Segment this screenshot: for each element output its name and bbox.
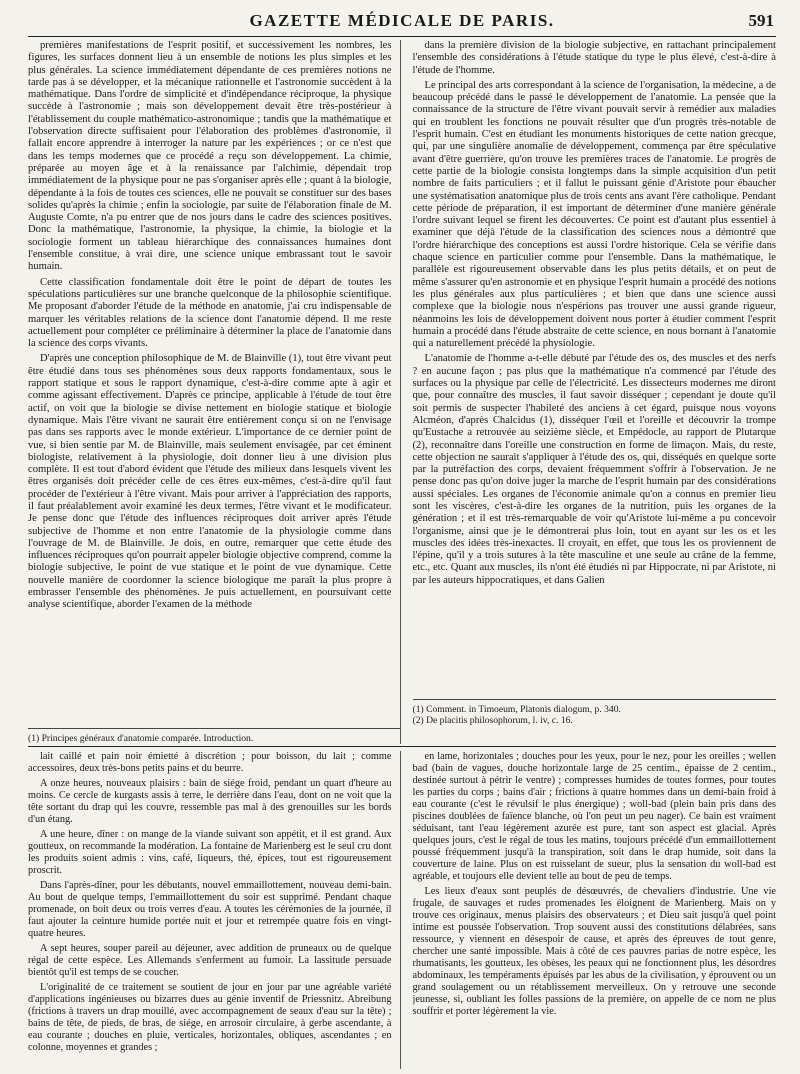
page-title: GAZETTE MÉDICALE DE PARIS. [249, 11, 555, 30]
footnote: (1) Principes généraux d'anatomie comparée. Introduction. [28, 733, 254, 744]
footnote: (2) De placitis philosophorum, l. iv, c. 16. [412, 715, 573, 726]
paragraph: L'anatomie de l'homme a-t-elle débuté par l'étude des os, des muscles et des nerfs ? en aucune façon ; pas plus que la mathématique n'a commencé par l'étude des surfaces ou la physique par celle de l'électricité. Les dissecteurs modernes me diront que, pour connaître des muscles, il faut savoir disséquer ; cependant je doute qu'il soit permis de suspecter l'habileté des anciens à cet égard, puisque nous voyons Alcméon, d'après Chalcidus (1), disséquer l'œil et l'oreille et découvrir la trompe qu'Eustache a retrouvée au seizième siècle, et Empédocle, au rapport de Plutarque (2), reconnaître dans l'oreille une construction en forme de limaçon. Mais, du reste, cette objection ne saurait s'appliquer à l'étude des os, qui, disséqués en quelque sorte par la putréfaction des corps, devaient fréquemment s'offrir à l'observation. Je ne pense donc pas qu'on doive juger la marche de l'esprit humain par des considérations aussi spéciales. Les organes de l'économie animale qu'on a connus en premier lieu sont les viscères, c'est-à-dire les organes de la nutrition, puis les organes de la génération ; et il est très-remarquable de voir qu'Aristote lui-même a pu concevoir l'organisme, ainsi que je le démontrerai plus loin, tout en ayant sur les os et les muscles des idées très-inexactes. Il croyait, en effet, que tous les os proviennent de l'épine, qu'il y a trois sutures à la tête masculine et une seule au crâne de la femme, etc., etc. Quant aux muscles, ils n'ont été étudiés ni par Hippocrate, ni par Aristote, ni par les auteurs hippocratiques, et dans Galien [412, 353, 776, 586]
paragraph: A sept heures, souper pareil au déjeuner, avec addition de pruneaux ou de quelque régal de cette espèce. Les Allemands s'enferment au fumoir. La lassitude persuade bientôt qu'il est temps de se coucher. [28, 943, 392, 978]
section-divider [28, 746, 776, 747]
footnotes [28, 728, 400, 744]
paragraph: Cette classification fondamentale doit être le point de départ de toutes les spéculations particulières sur une branche quelconque de la philosophie scientifique. Me proposant d'aborder l'étude de la méthode en anatomie, j'ai cru indispensable de marquer les véritables relations de la science dont l'anatomie dépend. Il me reste actuellement pour compléter ce préliminaire à déterminer la place de l'anatomie dans la science des corps vivants. [28, 276, 392, 350]
lower-right-column [413, 751, 777, 1069]
paragraph: lait caillé et pain noir émietté à discrétion ; pour boisson, du lait ; comme accessoires, deux très-bons petits pains et du beurre. [28, 751, 392, 774]
lower-section [28, 751, 776, 1069]
upper-section [28, 40, 776, 744]
paragraph: A une heure, dîner : on mange de la viande suivant son appétit, et il est grand. Aux goutteux, on recommande la modération. La fontaine de Marienberg est le seul cru dont les produits soient admis : vins, café, liqueurs, thé, épices, tout est rigoureusement proscrit. [28, 829, 392, 876]
paragraph: D'après une conception philosophique de M. de Blainville (1), tout être vivant peut être étudié dans tous ses phénomènes sous deux rapports fondamentaux, sous le rapport statique et sous le rapport dynamique, c'est-à-dire comme apte à agir et comme agissant effectivement. D'après ce principe, applicable à l'étude de tout être actif, on voit que la biologie se divise nettement en biologie statique et biologie dynamique. Mais l'être vivant ne saurait être entièrement conçu si on ne l'envisage pas dans ses rapports avec le monde extérieur. L'importance de ce dernier point de vue, si bien sentie par M. de Blainville, mais seulement envisagée, par cet éminent biologiste, relativement à la physiologie, doit donner lieu à une division plus complète. Il est tout d'abord évident que l'étude des milieux dans lesquels vivent les êtres organisés doit précéder celle de ces êtres eux-mêmes, c'est-à-dire qu'il faut procéder de l'extérieur à l'être vivant. Mais pour arriver à l'appréciation des rapports, il faut préalablement avoir examiné les deux termes, l'être vivant et le modificateur. Je pense donc que l'étude des influences réciproques doit arriver après l'étude subjective de l'homme et non entre l'anatomie de la physiologie comme dans l'ouvrage de M. de Blainville. Je dois, en outre, remarquer que cette étude des influences réciproques qu'on pourrait appeler biologie objective comprend, comme la biologie subjective, le point de vue statique et le point de vue dynamique. Cette nouvelle manière de coordonner la science biologique me paraît la plus propre à embrasser l'ensemble des phénomènes. Je puis actuellement, en poursuivant cette analyse scientifique, aborder l'examen de la méthode [28, 353, 392, 611]
footnotes [413, 699, 777, 726]
paragraph: Dans l'après-dîner, pour les débutants, nouvel emmaillottement, nouveau demi-bain. Au bout de quelque temps, l'emmaillottement du soir est supprimé. Pendant chaque promenade, on boit deux ou trois verres d'eau. A toutes les cérémonies de la journée, il faut ajouter la ceinture humide portée nuit et jour et retrempée quatre fois en vingt-quatre heures. [28, 880, 392, 939]
page-number: 591 [748, 11, 774, 30]
paragraph: A onze heures, nouveaux plaisirs : bain de siége froid, pendant un quart d'heure au moins. Ce cercle de kurgasts assis à terre, le derrière dans l'eau, dont on ne voit que la tête sortant du drap qui les couvre, ressemble pas mal à des grenouilles sur les bords d'un étang. [28, 778, 392, 825]
upper-right-column [413, 40, 777, 744]
paragraph: premières manifestations de l'esprit positif, et successivement les nombres, les figures, les surfaces donnent lieu à un ensemble de notions les plus simples et les plus générales. La science immédiatement dépendante de ces premières notions ne tarde pas à se développer, et la mécanique rationnelle et l'astronomie succèdent à la mathématique. Dans l'ordre de simplicité et d'indépendance réciproque, la physique succède à l'astronomie ; mais son développement devait être très-postérieur à l'établissement du couple mathématico-astronomique ; tandis que la mathématique et l'observation directe suffisaient pour l'élaboration des problèmes d'astronomie, il fallait encore apprendre à interroger la nature par les expériences ; or ce n'est que dans les temps modernes que ce procédé a reçu son développement. La chimie, préparée au moyen âge et à la renaissance par l'alchimie, dépendait trop immédiatement de la physique pour ne pas s'organiser après elle ; quant à la biologie, dépendante à la fois de toutes ces sciences, elle ne pouvait se constituer sur des bases solides qu'après la chimie ; enfin la sociologie, par suite de l'élaboration finale de M. Auguste Comte, n'a pu entrer que de nos jours dans le cadre des sciences positives. Donc la mathématique, l'astronomie, la physique, la chimie, la biologie et la sociologie forment un tableau hiérarchique des connaissances humaines dont l'ensemble constitue, à vrai dire, une science unique embrassant tout le savoir humain. [28, 40, 392, 273]
upper-left-column [28, 40, 401, 744]
paragraph: L'originalité de ce traitement se soutient de jour en jour par une agréable variété d'applications ingénieuses ou bizarres dues au génie inventif de Priessnitz. Abreibung (frictions à travers un drap mouillé, avec accompagnement de seaux d'eau sur la tête) ; bains de tête, de pieds, de bras, de siége, en arrosoir circulaire, à gerbe ascendante, à eau courante ; douches en pluie, verticales, horizontales, obliques, ascendantes ; en colonne, moyennes et grandes ; [28, 982, 392, 1053]
paragraph: en lame, horizontales ; douches pour les yeux, pour le nez, pour les oreilles ; wellen bad (bain de vagues, douche horizontale large de 25 centim., épaisse de 2 centim., destinée surtout à pétrir le ventre) ; compresses humides de toutes formes, pour toutes les parties du corps ; bains d'air ; frictions à quatre hommes dans un demi-bain froid à eau courante (c'est le révulsif le plus énergique) ; woll-bad (plein bain pris dans des piscines doublées de faïence blanche, où l'on peut un peu nager). Ce bain est vraiment séduisant, tant l'eau légèrement azurée est pure, tant son aspect est glacial. Après quelques jours, c'est le régal de tous les matins, toujours précédé d'un emmaillottement poussé fréquemment jusqu'à la transpiration, soit dans le drap humide, soit dans la couverture de laine. Plus on est ruisselant de sueur, plus la sensation du woll-bad est agréable, et toujours elle devient telle au bout de peu de temps. [412, 751, 776, 882]
paragraph: Les lieux d'eaux sont peuplés de désœuvrés, de chevaliers d'industrie. Une vie frugale, de sauvages et rudes promenades les éloignent de Marienberg. Mais on y trouve ces originaux, menus plaisirs des observateurs ; et Dieu sait jusqu'à quel point intime est poussée l'observation. Trop souvent aussi des constitutions délabrées, sans ressource, y viennent en désespoir de cause, et après des épreuves de tout genre, chercher une santé impossible. Mais à côté de ces pauvres parias de notre espèce, les rhumatisants, les goutteux, les obèses, les peaux qui ne fonctionnent plus, les désordres abdominaux, les tempéraments épuisés par les abus de la civilisation, y éprouvent ou un grand soulagement ou un rétablissement merveilleux. On y retrouve une seconde jeunesse, si, oubliant les folles passions de la première, on appelle de ce nom ne plus souffrir et porter légèrement la vie. [412, 886, 776, 1017]
footnote: (1) Comment. in Timoeum, Platonis dialogum, p. 340. [412, 704, 621, 715]
lower-left-column [28, 751, 401, 1069]
paragraph: Le principal des arts correspondant à la science de l'organisation, la médecine, a de beaucoup précédé dans le passé le développement de l'anatomie. La pensée que la connaissance de la structure de l'être vivant pouvait servir à remédier aux maladies qui en troublent les fonctions ne pouvait résulter que d'un progrès très-notable de l'esprit humain. C'est en étudiant les monuments historiques de cette nation grecque, qui, par une singulière anomalie de développement, commença par être spéculative avant d'être guerrière, qu'on trouve les premières traces de l'anatomie. Le progrès de cette partie de la biologie consista longtemps dans la simple acquisition d'un petit nombre de faits particuliers ; et il fallut le puissant génie d'Aristote pour ébaucher une systématisation anatomique plus de trois cents ans avant l'ère catholique. Pendant cette période de préparation, il est important de déterminer d'une manière générale l'ordre suivant lequel se firent les découvertes. Ce point est d'autant plus essentiel à examiner que déjà l'étude de la classification des sciences nous a démontré que l'ordre hiérarchique des conceptions est aussi l'ordre historique. Cela se vérifie dans chaque science en particulier comme pour l'ensemble. Dans la mathématique, le parallèle est rigoureusement observable dans les plus petits détails, et on peut de même s'assurer qu'en astronomie et en physique l'esprit humain a procédé des notions les plus générales aux plus particulières ; et bien que dans une science aussi complexe que la biologie nous n'espérions pas trouver une aussi grande rigueur, néanmoins les lois de développement doivent nous porter à étudier comment l'esprit humain a procédé dans l'étude abstraite de cette science, en nous bornant à l'anatomie qui a naturellement précédé la physiologie. [412, 79, 776, 350]
paragraph: dans la première division de la biologie subjective, en rattachant principalement l'ensemble des considérations à l'étude statique du type le plus élevé, c'est-à-dire à l'étude de l'homme. [412, 40, 776, 76]
page-header [28, 6, 776, 37]
